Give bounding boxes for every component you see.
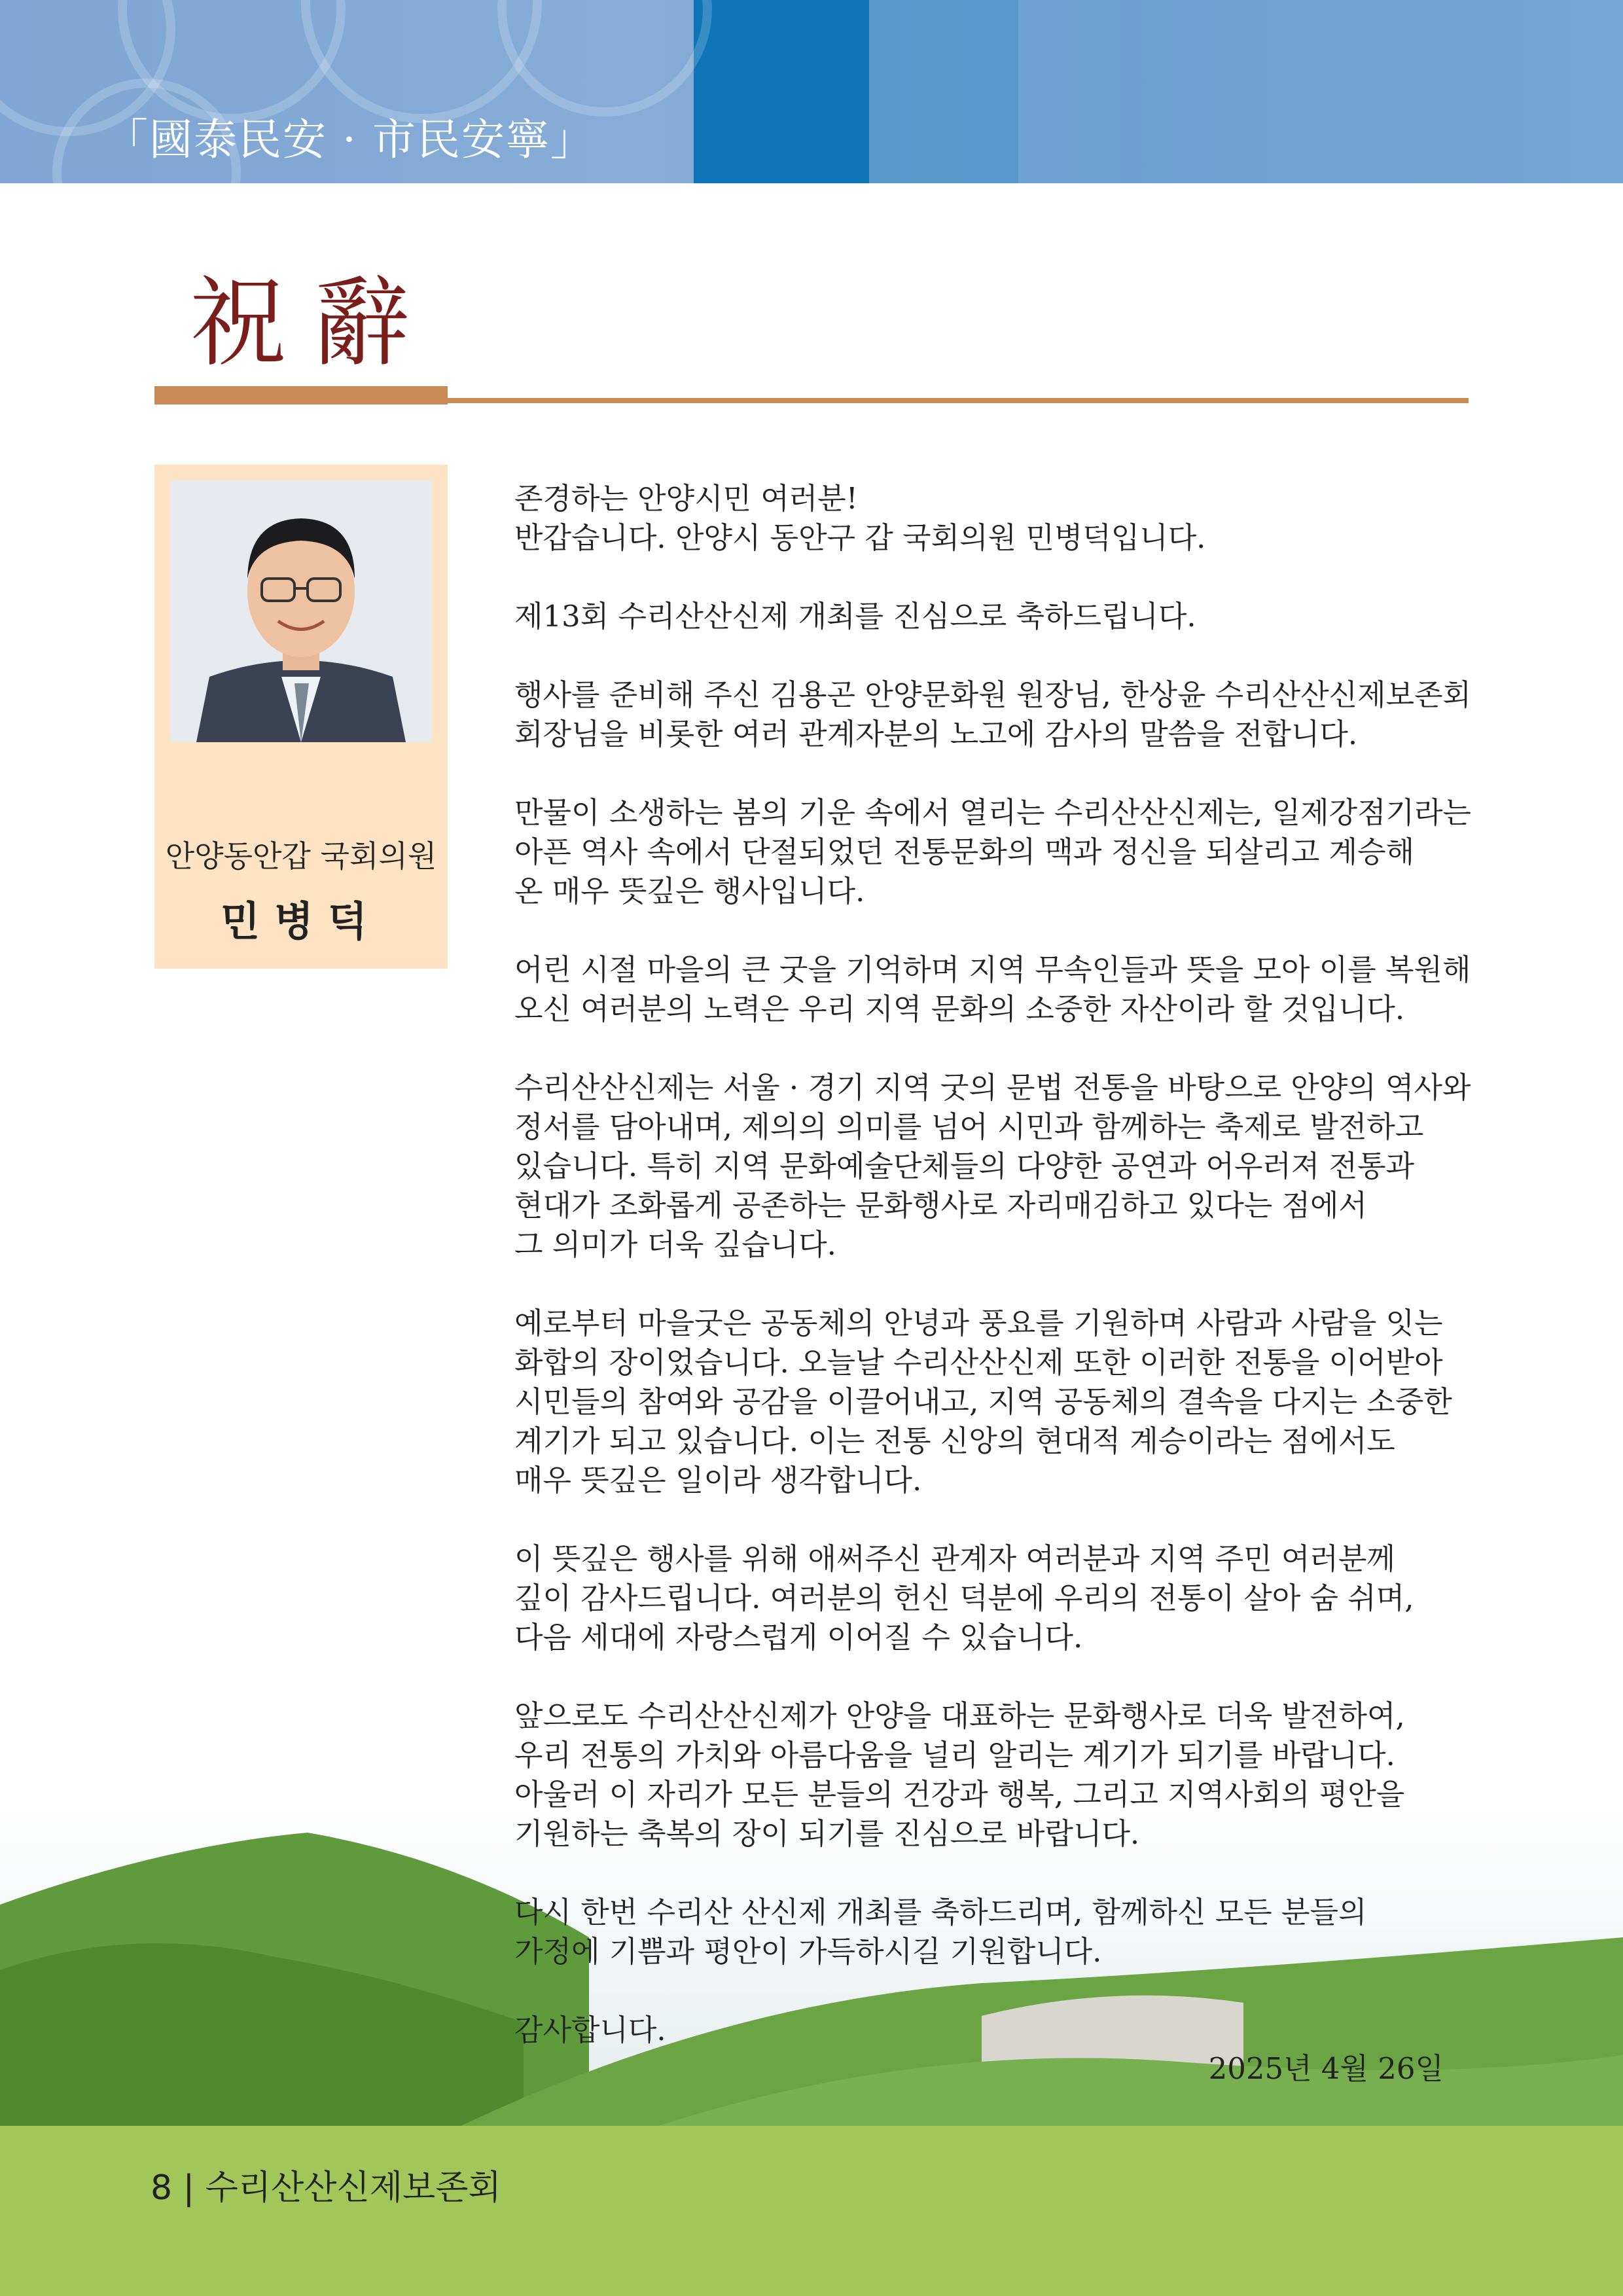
text-line: 다음 세대에 자랑스럽게 이어질 수 있습니다.	[514, 1620, 1083, 1655]
letter-date: 2025년 4월 26일	[1208, 2051, 1444, 2086]
text-line: 온 매우 뜻깊은 행사입니다.	[514, 874, 865, 908]
page-title: 祝辭	[190, 267, 436, 380]
text-line: 다시 한번 수리산 산신제 개최를 축하드리며, 함께하신 모든 분들의	[514, 1895, 1367, 1929]
paragraph	[514, 793, 1472, 911]
text-line: 회장님을 비롯한 여러 관계자분의 노고에 감사의 말씀을 전합니다.	[514, 717, 1358, 751]
paragraph	[514, 2011, 1444, 2050]
title-underline-thick	[154, 386, 448, 404]
cloud-pattern	[497, 0, 712, 117]
text-line: 이 뜻깊은 행사를 위해 애써주신 관계자 여러분과 지역 주민 여러분께	[514, 1541, 1395, 1576]
footer-page-label: 8 | 수리산산신제보존회	[151, 2168, 501, 2208]
profile-card	[154, 465, 448, 969]
text-line: 존경하는 안양시민 여러분!	[514, 481, 858, 516]
text-line: 화합의 장이었습니다. 오늘날 수리산산신제 또한 이러한 전통을 이어받아	[514, 1345, 1443, 1380]
text-line: 예로부터 마을굿은 공동체의 안녕과 풍요를 기원하며 사람과 사람을 잇는	[514, 1306, 1443, 1340]
paragraph	[514, 1893, 1444, 1971]
paragraph	[514, 597, 1444, 636]
paragraph	[514, 675, 1472, 754]
text-line: 제13회 수리산산신제 개최를 진심으로 축하드립니다.	[514, 599, 1196, 634]
profile-role: 안양동안갑 국회의원	[165, 838, 437, 874]
profile-name: 민병덕	[221, 897, 382, 945]
text-line: 우리 전통의 가치와 아름다움을 널리 알리는 계기가 되기를 바랍니다.	[514, 1738, 1395, 1772]
text-line: 반갑습니다. 안양시 동안구 갑 국회의원 민병덕입니다.	[514, 520, 1206, 555]
text-line: 행사를 준비해 주신 김용곤 안양문화원 원장님, 한상윤 수리산산신제보존회	[514, 677, 1472, 712]
paragraph	[514, 950, 1471, 1029]
paragraph	[514, 479, 1444, 558]
header-motto: 「國泰民安 · 市民安寧」	[105, 115, 595, 165]
text-line: 있습니다. 특히 지역 문화예술단체들의 다양한 공연과 어우러져 전통과	[514, 1149, 1415, 1183]
text-line: 그 의미가 더욱 깊습니다.	[514, 1227, 836, 1262]
paragraph	[514, 1696, 1444, 1854]
paragraph	[514, 1304, 1452, 1500]
text-line: 가정에 기쁨과 평안이 가득하시길 기원합니다.	[514, 1934, 1102, 1969]
paragraph	[514, 1539, 1444, 1657]
text-line: 깊이 감사드립니다. 여러분의 헌신 덕분에 우리의 전통이 살아 숨 쉬며,	[514, 1581, 1414, 1615]
text-line: 계기가 되고 있습니다. 이는 전통 신앙의 현대적 계승이라는 점에서도	[514, 1424, 1395, 1458]
letter-body	[514, 479, 1472, 2089]
text-line: 아픈 역사 속에서 단절되었던 전통문화의 맥과 정신을 되살리고 계승해	[514, 834, 1415, 869]
text-line: 시민들의 참여와 공감을 이끌어내고, 지역 공동체의 결속을 다지는 소중한	[514, 1384, 1452, 1419]
header-accent-block	[694, 0, 869, 183]
title-underline-thin	[448, 398, 1469, 403]
text-line: 정서를 담아내며, 제의의 의미를 넘어 시민과 함께하는 축제로 발전하고	[514, 1109, 1424, 1144]
portrait-photo	[170, 480, 432, 742]
text-line: 현대가 조화롭게 공존하는 문화행사로 자리매김하고 있다는 점에서	[514, 1188, 1367, 1223]
text-line: 오신 여러분의 노력은 우리 지역 문화의 소중한 자산이라 할 것입니다.	[514, 992, 1405, 1026]
text-line: 매우 뜻깊은 일이라 생각합니다.	[514, 1463, 922, 1498]
paragraph	[514, 1068, 1471, 1265]
text-line: 어린 시절 마을의 큰 굿을 기억하며 지역 무속인들과 뜻을 모아 이를 복원해	[514, 952, 1471, 987]
text-line: 수리산산신제는 서울 · 경기 지역 굿의 문법 전통을 바탕으로 안양의 역사와	[514, 1070, 1471, 1105]
text-line: 기원하는 축복의 장이 되기를 진심으로 바랍니다.	[514, 1816, 1140, 1851]
text-line: 감사합니다.	[514, 2013, 666, 2047]
text-line: 만물이 소생하는 봄의 기운 속에서 열리는 수리산산신제는, 일제강점기라는	[514, 795, 1472, 830]
text-line: 앞으로도 수리산산신제가 안양을 대표하는 문화행사로 더욱 발전하여,	[514, 1698, 1405, 1733]
header-accent-block-light	[869, 0, 1018, 183]
text-line: 아울러 이 자리가 모든 분들의 건강과 행복, 그리고 지역사회의 평안을	[514, 1777, 1405, 1812]
footer-band	[0, 2126, 1623, 2296]
header-accent-panel	[1018, 0, 1623, 183]
